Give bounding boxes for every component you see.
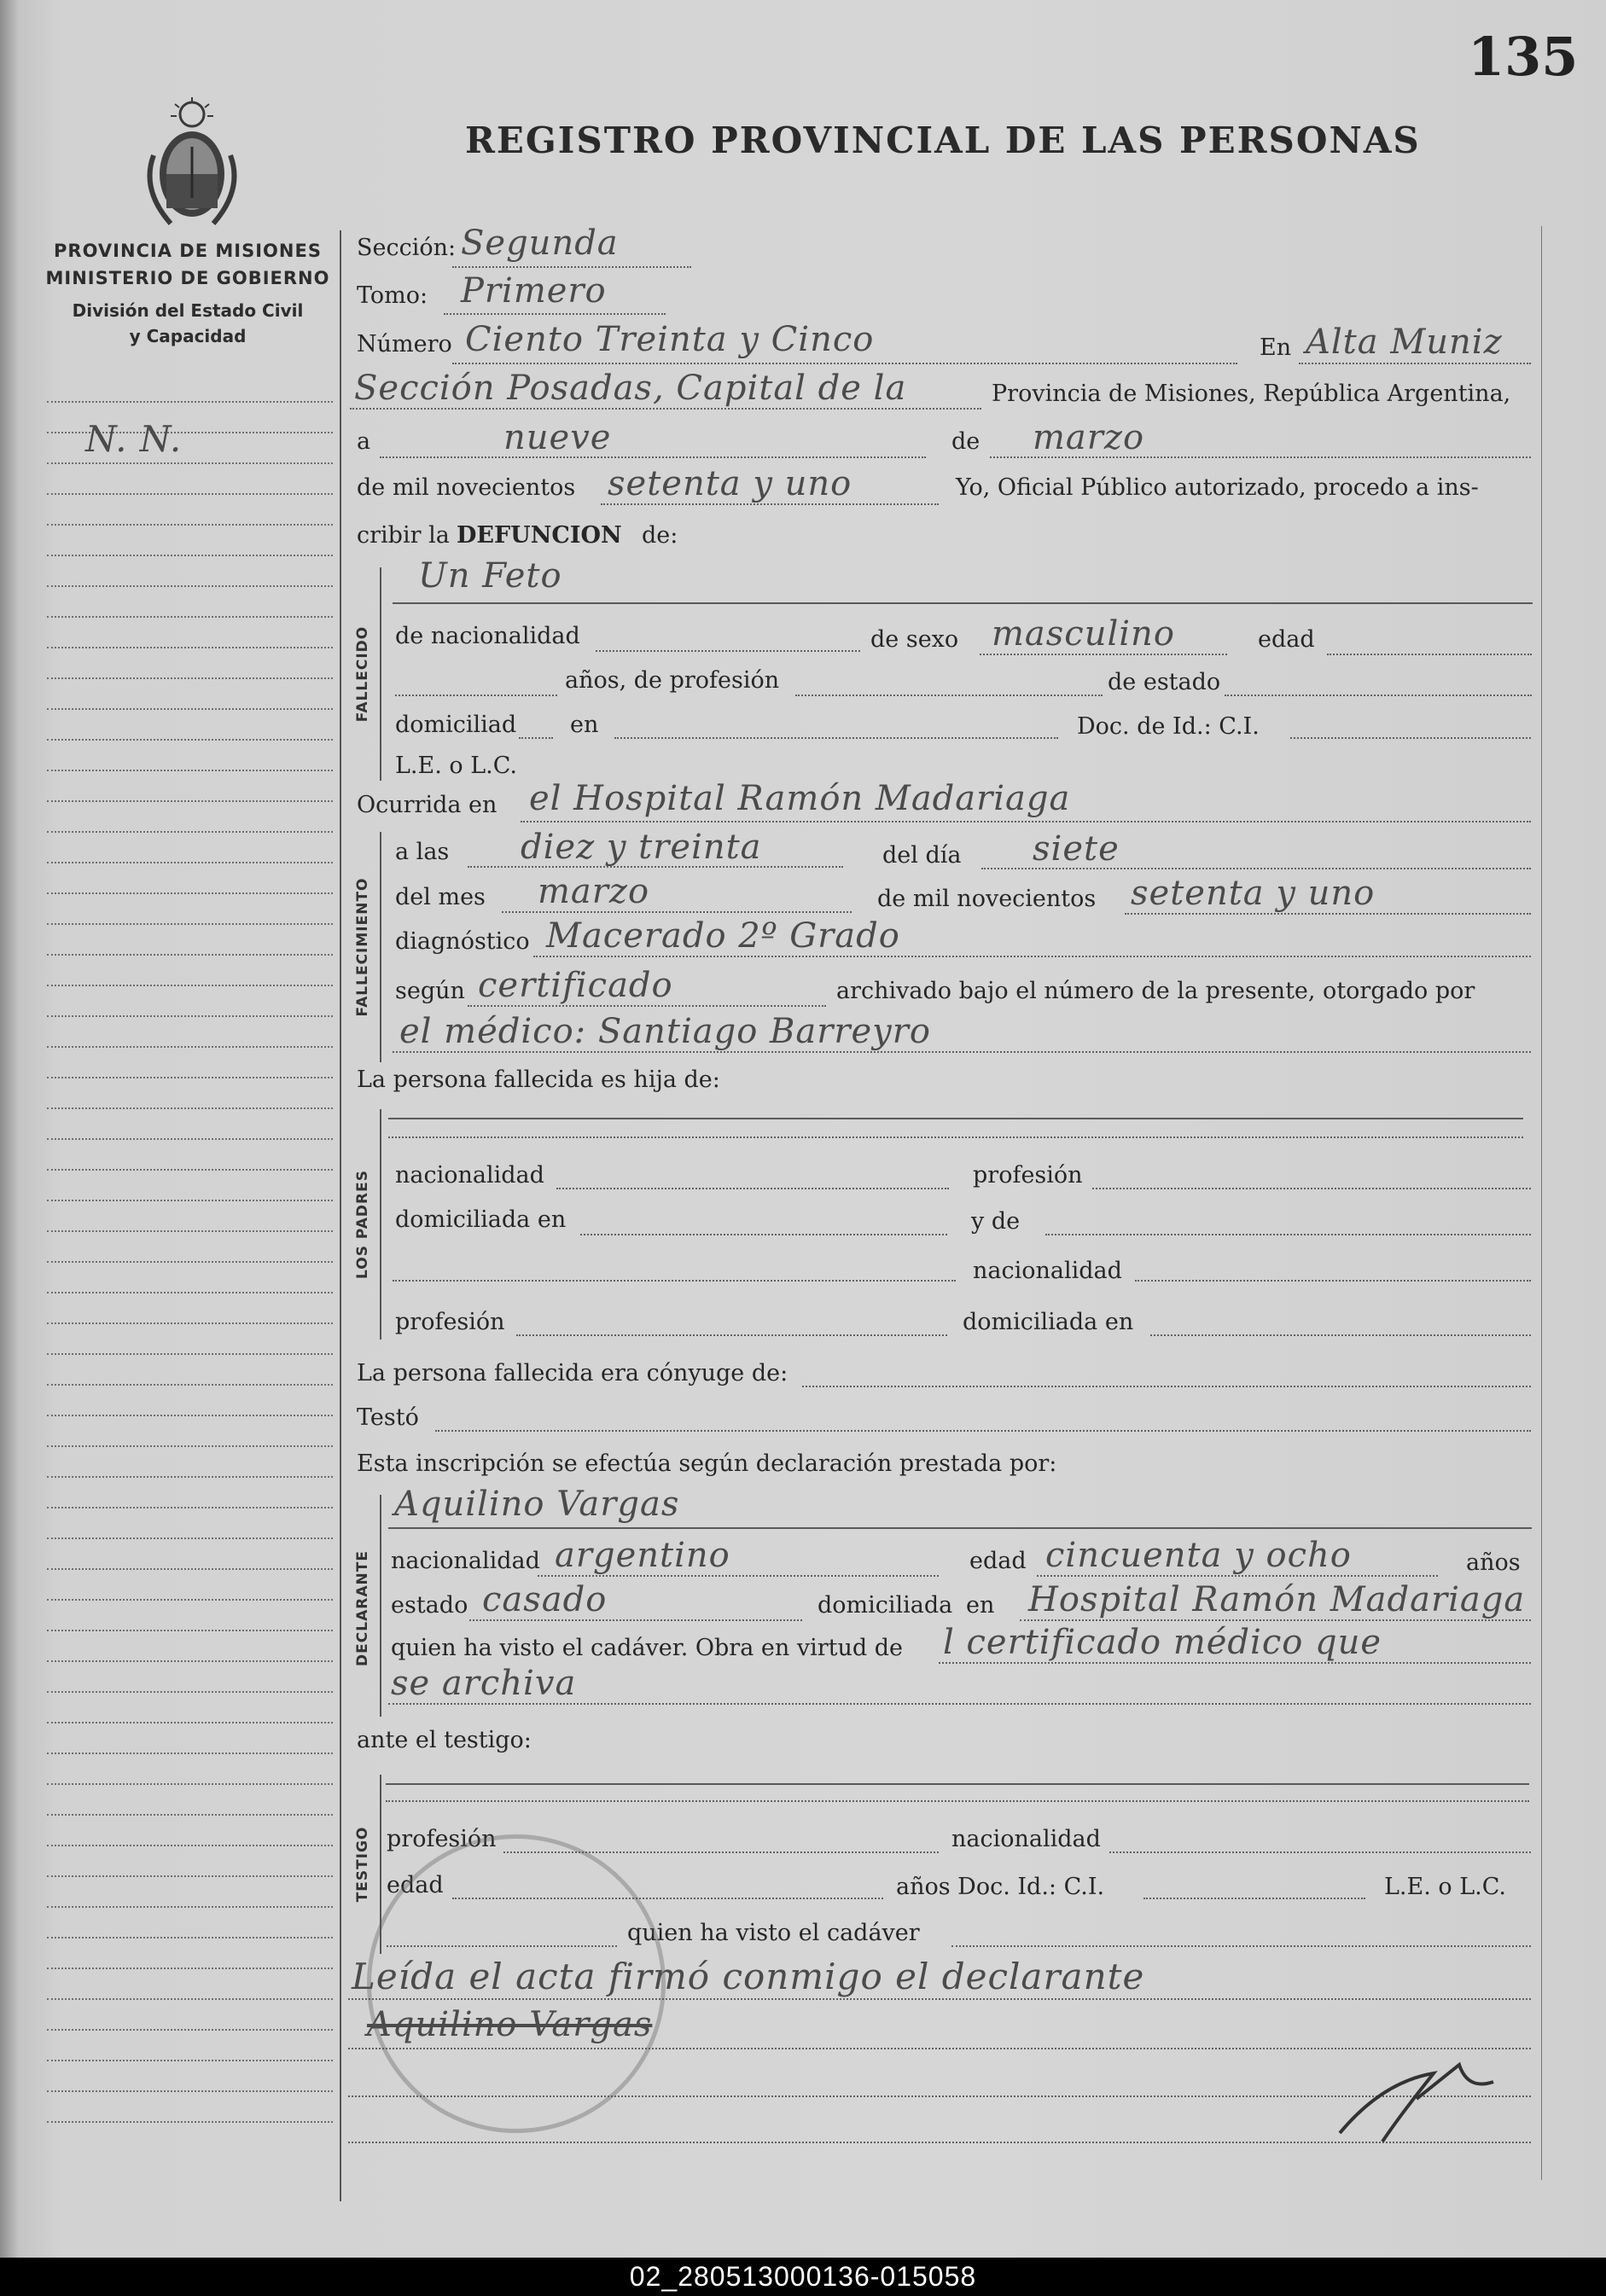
margin-ledger-line — [47, 2060, 333, 2061]
padres-profesion-line — [1092, 1188, 1531, 1189]
diagnostico-label: diagnóstico — [395, 928, 530, 955]
margin-ledger-line — [47, 1292, 333, 1293]
margin-ledger-line — [47, 555, 333, 556]
declarante-bracket — [380, 1495, 381, 1717]
a-las-label: a las — [395, 839, 450, 865]
padres-profesion-label: profesión — [973, 1162, 1083, 1189]
mil-line — [601, 503, 939, 505]
officer-signature-icon — [1331, 2048, 1502, 2150]
del-mes-line — [502, 911, 852, 913]
fallecido-domicilio-label: domiciliad — [395, 712, 517, 738]
declarante-nacionalidad-line — [538, 1575, 939, 1577]
declarante-anos-label: años — [1466, 1549, 1521, 1576]
padres-nacionalidad-label: nacionalidad — [395, 1162, 544, 1189]
tomo-value: Primero — [461, 271, 607, 311]
fallecido-profesion-line — [795, 695, 1103, 696]
fallecido-name: Un Feto — [418, 556, 562, 596]
place-value: Sección Posadas, Capital de la — [354, 369, 907, 408]
fallecido-name-line — [393, 602, 1533, 604]
padres-domiciliada2-label: domiciliada en — [963, 1309, 1134, 1335]
testo-label: Testó — [357, 1404, 419, 1431]
margin-ledger-line — [47, 462, 333, 464]
margin-note: N. N. — [85, 418, 183, 460]
medico-value: el médico: Santiago Barreyro — [399, 1012, 931, 1051]
fallecido-estado-line — [1225, 695, 1532, 696]
declaracion-text: Esta inscripción se efectúa según declaración prestada por: — [357, 1450, 1057, 1477]
testigo-top-line — [386, 1783, 1529, 1785]
margin-ledger-line — [47, 1384, 333, 1386]
del-dia-value: siete — [1033, 829, 1120, 869]
margin-ledger-line — [47, 1261, 333, 1263]
padres-domiciliada2-line — [1150, 1334, 1531, 1336]
tomo-line — [444, 313, 666, 315]
declarante-nacionalidad-label: nacionalidad — [391, 1548, 540, 1574]
declarante-domiciliada-label: domiciliada — [818, 1592, 953, 1619]
a-line — [380, 456, 926, 458]
padres-y-de-line — [1045, 1234, 1531, 1235]
fallecido-nacionalidad-label: de nacionalidad — [395, 623, 580, 649]
margin-ledger-line — [47, 1138, 333, 1140]
testigo-edad-label: edad — [387, 1872, 444, 1898]
declarante-domicilio-line — [1020, 1619, 1531, 1621]
padres-bracket — [380, 1109, 381, 1340]
place-line — [350, 408, 981, 410]
margin-ledger-line — [47, 954, 333, 956]
en-line — [1299, 363, 1531, 364]
testigo-side-label: TESTIGO — [354, 1826, 371, 1903]
seccion-label: Sección: — [357, 235, 457, 261]
margin-ledger-line — [47, 1783, 333, 1785]
segun-value: certificado — [478, 966, 673, 1005]
padres-nacionalidad-line — [556, 1188, 949, 1189]
margin-ledger-line — [47, 1906, 333, 1908]
margin-ledger-line — [47, 985, 333, 986]
diagnostico-line — [533, 956, 1531, 957]
archivado-text: archivado bajo el número de la presente, otorgado por — [836, 978, 1475, 1004]
margin-ledger-line — [47, 1230, 333, 1232]
hija-text: La persona fallecida es hija de: — [357, 1067, 720, 1093]
padres-y-de-label: y de — [971, 1208, 1021, 1235]
margin-ledger-line — [47, 1415, 333, 1416]
seccion-line — [452, 266, 691, 268]
en-value: Alta Muniz — [1306, 323, 1503, 362]
mil-label: de mil novecientos — [357, 474, 576, 501]
conyuge-text: La persona fallecida era cónyuge de: — [357, 1360, 788, 1386]
declarante-obra-line2 — [388, 1703, 1531, 1705]
official-stamp — [367, 1834, 666, 2133]
fallecimiento-mil-label: de mil novecientos — [877, 886, 1097, 912]
margin-ledger-line — [47, 739, 333, 741]
margin-ledger-line — [47, 1691, 333, 1693]
declarante-estado-value: casado — [482, 1580, 608, 1619]
fallecido-anos-line — [395, 695, 557, 696]
del-dia-label: del día — [882, 842, 962, 869]
a-value: nueve — [503, 418, 612, 457]
declarante-obra-value: l certificado médico que — [943, 1623, 1382, 1662]
margin-ledger-line — [47, 2090, 333, 2092]
fallecido-side-label: FALLECIDO — [354, 625, 371, 723]
conyuge-line — [802, 1386, 1531, 1387]
provincia-text: Provincia de Misiones, República Argentina, — [992, 381, 1511, 407]
declarante-edad-value: cincuenta y ocho — [1045, 1536, 1352, 1575]
margin-ledger-line — [47, 585, 333, 587]
org-ministry: MINISTERIO DE GOBIERNO — [45, 268, 330, 288]
oficial-text: Yo, Oficial Público autorizado, procedo a ins- — [956, 474, 1479, 501]
margin-ledger-line — [47, 1046, 333, 1048]
margin-ledger-line — [47, 1077, 333, 1078]
testigo-doc-line — [1143, 1898, 1365, 1899]
ocurrida-label: Ocurrida en — [357, 792, 498, 818]
a-las-line — [468, 866, 843, 868]
margin-ledger-line — [47, 1660, 333, 1662]
de-colon: de: — [642, 522, 678, 549]
fallecido-estado-label: de estado — [1108, 669, 1221, 695]
declarante-name: Aquilino Vargas — [394, 1485, 680, 1524]
fallecido-nacionalidad-line — [596, 650, 860, 652]
margin-ledger-line — [47, 770, 333, 771]
padres-top-line — [388, 1118, 1523, 1119]
del-dia-line — [981, 868, 1531, 869]
declarante-quien-text: quien ha visto el cadáver. Obra en virtud de — [391, 1635, 904, 1661]
testigo-name-line — [386, 1800, 1529, 1802]
declarante-domicilio-value: Hospital Ramón Madariaga — [1028, 1580, 1526, 1619]
padres-domiciliada-line — [580, 1234, 947, 1235]
fallecido-en-line — [614, 737, 1058, 739]
margin-ledger-line — [47, 1875, 333, 1877]
margin-ledger-line — [47, 708, 333, 710]
padres-side-label: LOS PADRES — [354, 1170, 371, 1279]
margin-ledger-line — [47, 1353, 333, 1355]
segun-label: según — [395, 978, 465, 1004]
de-line — [990, 456, 1531, 458]
margin-ledger-line — [47, 1599, 333, 1601]
org-province: PROVINCIA DE MISIONES — [54, 241, 322, 261]
testigo-nacionalidad-line — [1109, 1851, 1531, 1853]
margin-ledger-line — [47, 1445, 333, 1447]
margin-ledger-line — [47, 1753, 333, 1754]
margin-ledger-line — [47, 1998, 333, 2000]
tomo-label: Tomo: — [357, 282, 428, 309]
numero-label: Número — [357, 331, 452, 357]
seccion-value: Segunda — [461, 224, 619, 263]
declarante-side-label: DECLARANTE — [354, 1550, 371, 1666]
fallecido-en-label: en — [570, 712, 599, 738]
ocurrida-line — [521, 821, 1531, 822]
margin-ledger-line — [47, 862, 333, 863]
fallecimiento-side-label: FALLECIMIENTO — [354, 877, 371, 1017]
margin-ledger-line — [47, 1845, 333, 1846]
margin-ledger-line — [47, 1015, 333, 1017]
declarante-name-line — [388, 1527, 1532, 1529]
margin-ledger-line — [47, 1937, 333, 1939]
margin-ledger-line — [47, 1200, 333, 1201]
fallecimiento-bracket — [380, 832, 381, 1062]
padres-nacionalidad2-label: nacionalidad — [973, 1258, 1122, 1284]
fallecimiento-mil-value: setenta y uno — [1131, 874, 1376, 913]
fallecido-anos-label: años, de profesión — [565, 667, 780, 694]
declarante-obra-line — [939, 1662, 1531, 1664]
margin-ledger-line — [47, 1107, 333, 1109]
padres-name-line — [388, 1136, 1523, 1138]
margin-ledger-line — [47, 1322, 333, 1324]
margin-ledger-line — [47, 2121, 333, 2123]
testigo-quien-text: quien ha visto el cadáver — [627, 1920, 920, 1946]
de-label: de — [951, 428, 980, 455]
form-border-right — [1541, 226, 1542, 2180]
declarante-en-label: en — [966, 1592, 995, 1619]
fallecido-edad-line — [1327, 654, 1532, 655]
fallecido-domicilio-suffix-line — [519, 737, 553, 739]
margin-ledger-line — [47, 1968, 333, 1969]
declarante-estado-line — [469, 1619, 802, 1621]
ocurrida-value: el Hospital Ramón Madariaga — [529, 779, 1071, 818]
margin-ledger-line — [47, 647, 333, 648]
fallecido-le-label: L.E. o L.C. — [395, 753, 518, 779]
image-caption: 02_280513000136-015058 — [0, 2258, 1606, 2296]
diagnostico-value: Macerado 2º Grado — [546, 916, 900, 956]
padres-nacionalidad2-line — [1135, 1280, 1531, 1282]
coat-of-arms-icon — [137, 96, 247, 232]
a-label: a — [357, 428, 371, 455]
fallecido-bracket — [380, 567, 381, 781]
testo-line — [435, 1430, 1531, 1432]
a-las-value: diez y treinta — [521, 828, 762, 867]
margin-ledger-line — [47, 1568, 333, 1570]
closing-note: Leída el acta firmó conmigo el declarante — [352, 1956, 1145, 1997]
fallecido-doc-line — [1290, 737, 1531, 739]
margin-ledger-line — [47, 616, 333, 618]
margin-ledger-line — [47, 1814, 333, 1816]
margin-ledger-line — [47, 401, 333, 403]
margin-ledger-line — [47, 677, 333, 679]
defuncion-text: DEFUNCION — [457, 522, 622, 549]
margin-ledger-line — [47, 493, 333, 495]
margin-ledger-line — [47, 524, 333, 526]
margin-ledger-line — [47, 1169, 333, 1171]
fallecido-sexo-line — [980, 654, 1227, 655]
padres-mother-line — [393, 1280, 956, 1282]
margin-ledger-line — [47, 831, 333, 833]
testigo-quien-line — [951, 1945, 1531, 1947]
declarante-edad-label: edad — [969, 1548, 1027, 1574]
numero-value: Ciento Treinta y Cinco — [465, 320, 875, 359]
mil-value: setenta y uno — [608, 464, 852, 503]
org-capacidad: y Capacidad — [129, 326, 247, 346]
medico-line — [393, 1051, 1531, 1053]
testigo-nacionalidad-label: nacionalidad — [951, 1826, 1101, 1852]
declarante-estado-label: estado — [391, 1592, 468, 1619]
margin-ledger-line — [47, 923, 333, 925]
fallecido-sexo-value: masculino — [992, 614, 1175, 654]
testigo-profesion-label: profesión — [387, 1826, 497, 1852]
ante-text: ante el testigo: — [357, 1727, 532, 1753]
margin-ledger-line — [47, 800, 333, 802]
margin-ledger-line — [47, 2029, 333, 2031]
margin-ledger-line — [47, 892, 333, 894]
fallecido-doc-label: Doc. de Id.: C.I. — [1077, 713, 1260, 740]
declarante-nacionalidad-value: argentino — [555, 1536, 730, 1575]
padres-domiciliada-label: domiciliada en — [395, 1206, 567, 1233]
org-division: División del Estado Civil — [72, 300, 304, 321]
form-border — [340, 230, 341, 2201]
page-title: REGISTRO PROVINCIAL DE LAS PERSONAS — [465, 119, 1421, 161]
del-mes-value: marzo — [538, 872, 650, 911]
declarante-edad-line — [1037, 1575, 1438, 1577]
signature-declarante: Aquilino Vargas — [367, 2005, 653, 2044]
margin-ledger-line — [47, 1630, 333, 1631]
margin-ledger-line — [47, 1476, 333, 1478]
margin-ledger-line — [47, 1507, 333, 1508]
margin-ledger-line — [47, 1537, 333, 1539]
margin-ledger-line — [47, 1722, 333, 1723]
padres-profesion2-label: profesión — [395, 1309, 505, 1335]
numero-line — [452, 363, 1237, 364]
segun-line — [468, 1005, 826, 1007]
page-number: 135 — [1468, 26, 1579, 88]
en-label: En — [1260, 334, 1292, 361]
testigo-doc-label: años Doc. Id.: C.I. — [896, 1874, 1105, 1900]
fallecimiento-mil-line — [1125, 913, 1531, 915]
de-value: marzo — [1033, 418, 1145, 457]
declarante-obra-value2: se archiva — [391, 1664, 577, 1703]
fallecido-edad-label: edad — [1258, 626, 1315, 653]
padres-profesion2-line — [516, 1334, 947, 1336]
del-mes-label: del mes — [395, 884, 486, 910]
inscribir-text: cribir la — [357, 522, 450, 549]
fallecido-sexo-label: de sexo — [870, 626, 959, 653]
testigo-le-label: L.E. o L.C. — [1384, 1874, 1507, 1900]
